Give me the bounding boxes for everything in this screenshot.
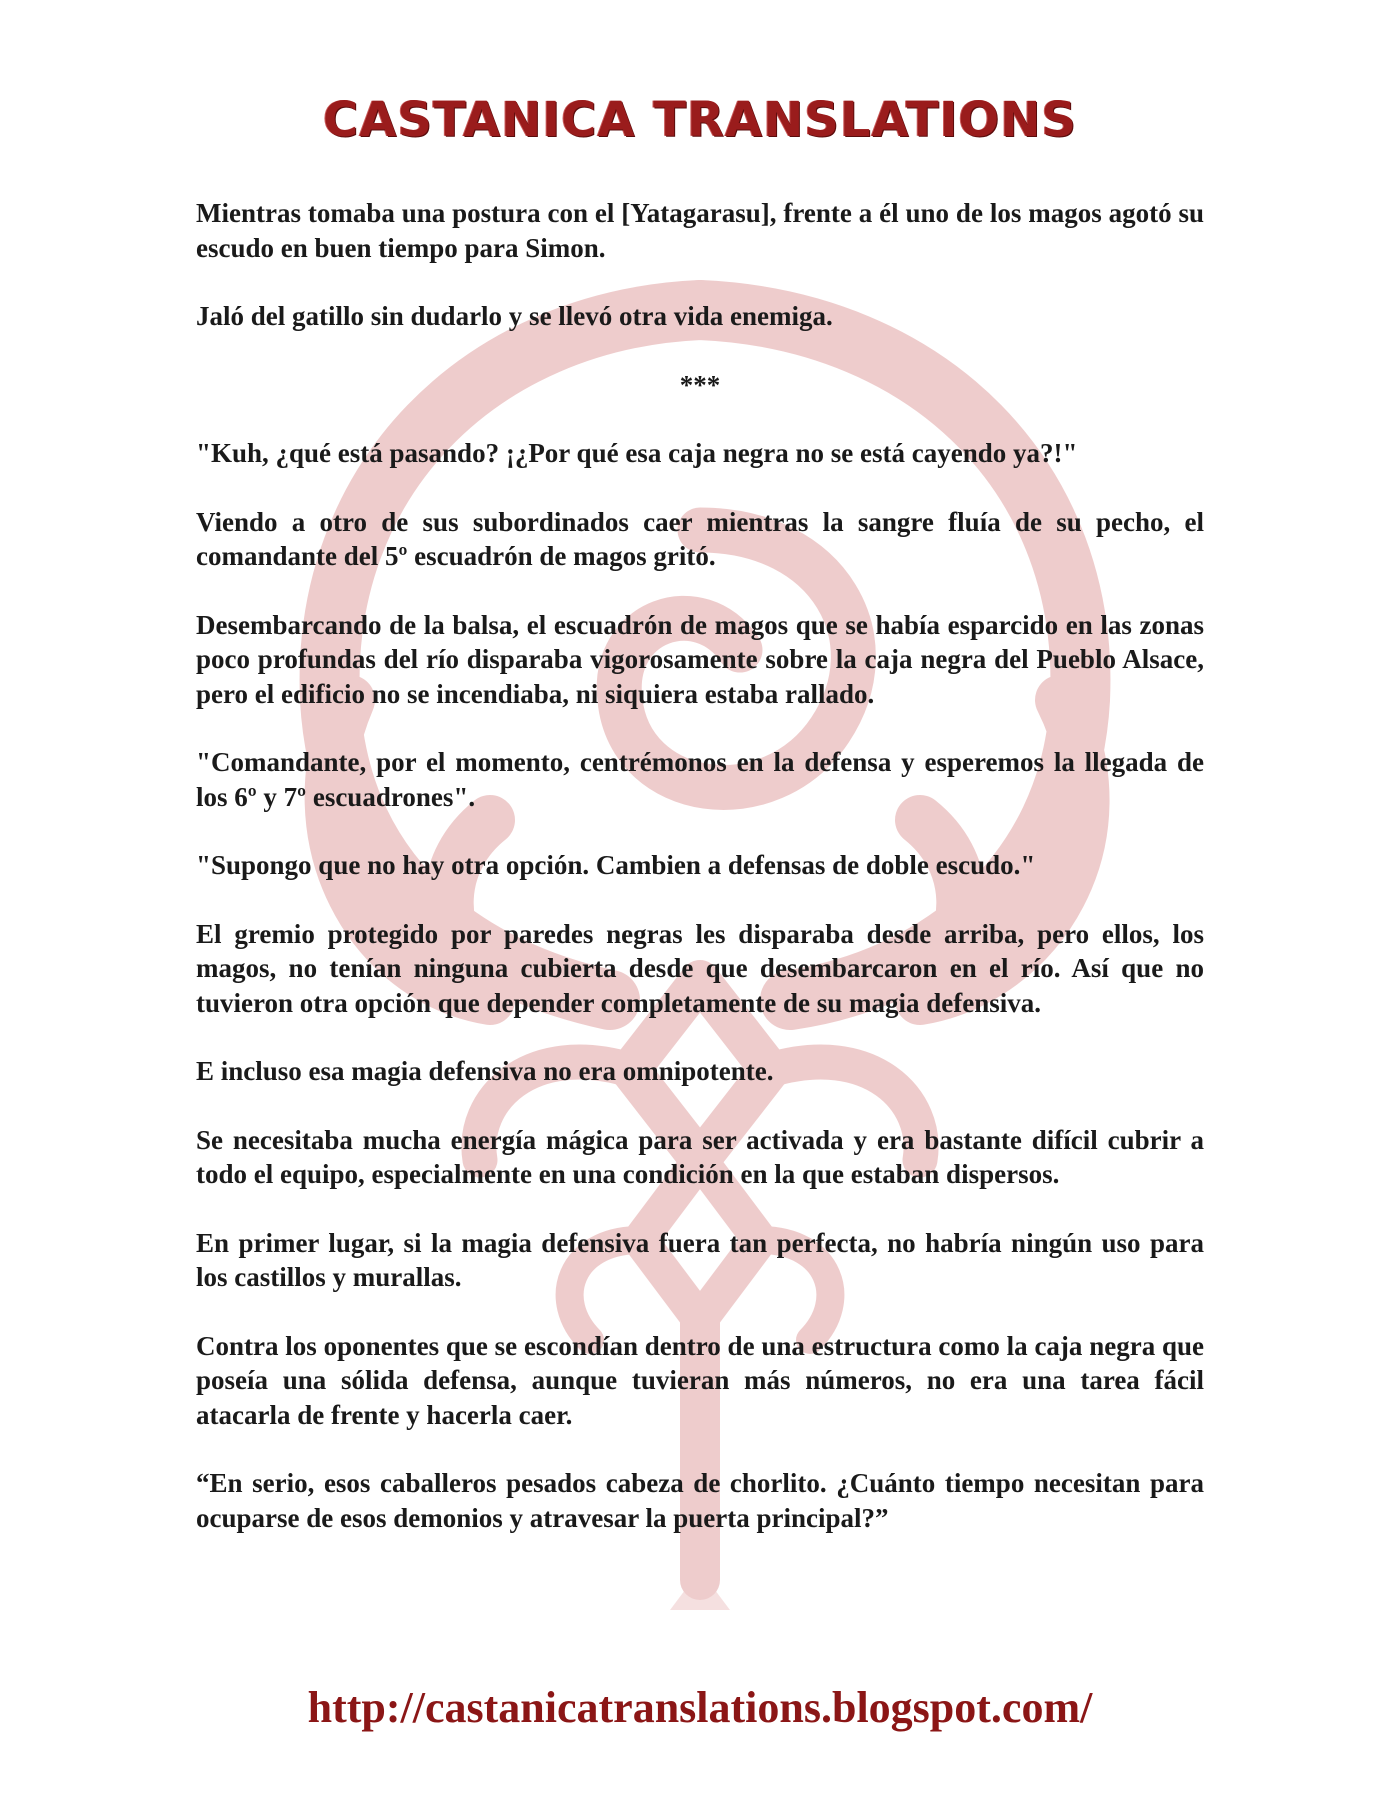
paragraph: Desembarcando de la balsa, el escuadrón de magos que se había esparcido en las zonas poco profundas del río disparaba vigorosamente sobre la caja negra del Pueblo Alsace, pero el edificio no se incendiaba, ni siquiera estaba rallado. [196,609,1204,709]
paragraph: En primer lugar, si la magia defensiva fuera tan perfecta, no habría ningún uso para los castillos y murallas. [196,1227,1204,1292]
paragraph: “En serio, esos caballeros pesados cabeza de chorlito. ¿Cuánto tiempo necesitan para ocuparse de esos demonios y atravesar la puerta principal?” [196,1468,1204,1533]
chapter-body [196,196,1204,1569]
paragraph: Contra los oponentes que se escondían dentro de una estructura como la caja negra que poseía una sólida defensa, aunque tuvieran más números, no era una tarea fácil atacarla de frente y hacerla caer. [196,1330,1204,1430]
blog-url-link[interactable]: http://castanicatranslations.blogspot.com/ [307,1683,1093,1732]
paragraph: "Supongo que no hay otra opción. Cambien a defensas de doble escudo." [196,850,1036,880]
paragraph: Mientras tomaba una postura con el [Yatagarasu], frente a él uno de los magos agotó su escudo en buen tiempo para Simon. [196,198,1204,263]
paragraph: "Kuh, ¿qué está pasando? ¡¿Por qué esa caja negra no se está cayendo ya?!" [196,438,1078,468]
paragraph: Viendo a otro de sus subordinados caer mientras la sangre fluía de su pecho, el comandante del 5º escuadrón de magos gritó. [196,506,1204,571]
scene-break: *** [679,369,721,400]
paragraph: Se necesitaba mucha energía mágica para ser activada y era bastante difícil cubrir a todo el equipo, especialmente en una condición en la que estaban dispersos. [196,1124,1204,1189]
paragraph: Jaló del gatillo sin dudarlo y se llevó otra vida enemiga. [196,301,833,331]
paragraph: E incluso esa magia defensiva no era omnipotente. [196,1056,774,1086]
paragraph: "Comandante, por el momento, centrémonos en la defensa y esperemos la llegada de los 6º y 7º escuadrones". [196,747,1204,812]
site-title: CASTANICA TRANSLATIONS [323,92,1077,148]
paragraph: El gremio protegido por paredes negras les disparaba desde arriba, pero ellos, los magos, no tenían ninguna cubierta desde que desembarcaron en el río. Así que no tuvieron otra opción que depender completamente de su magia defensiva. [196,918,1204,1018]
